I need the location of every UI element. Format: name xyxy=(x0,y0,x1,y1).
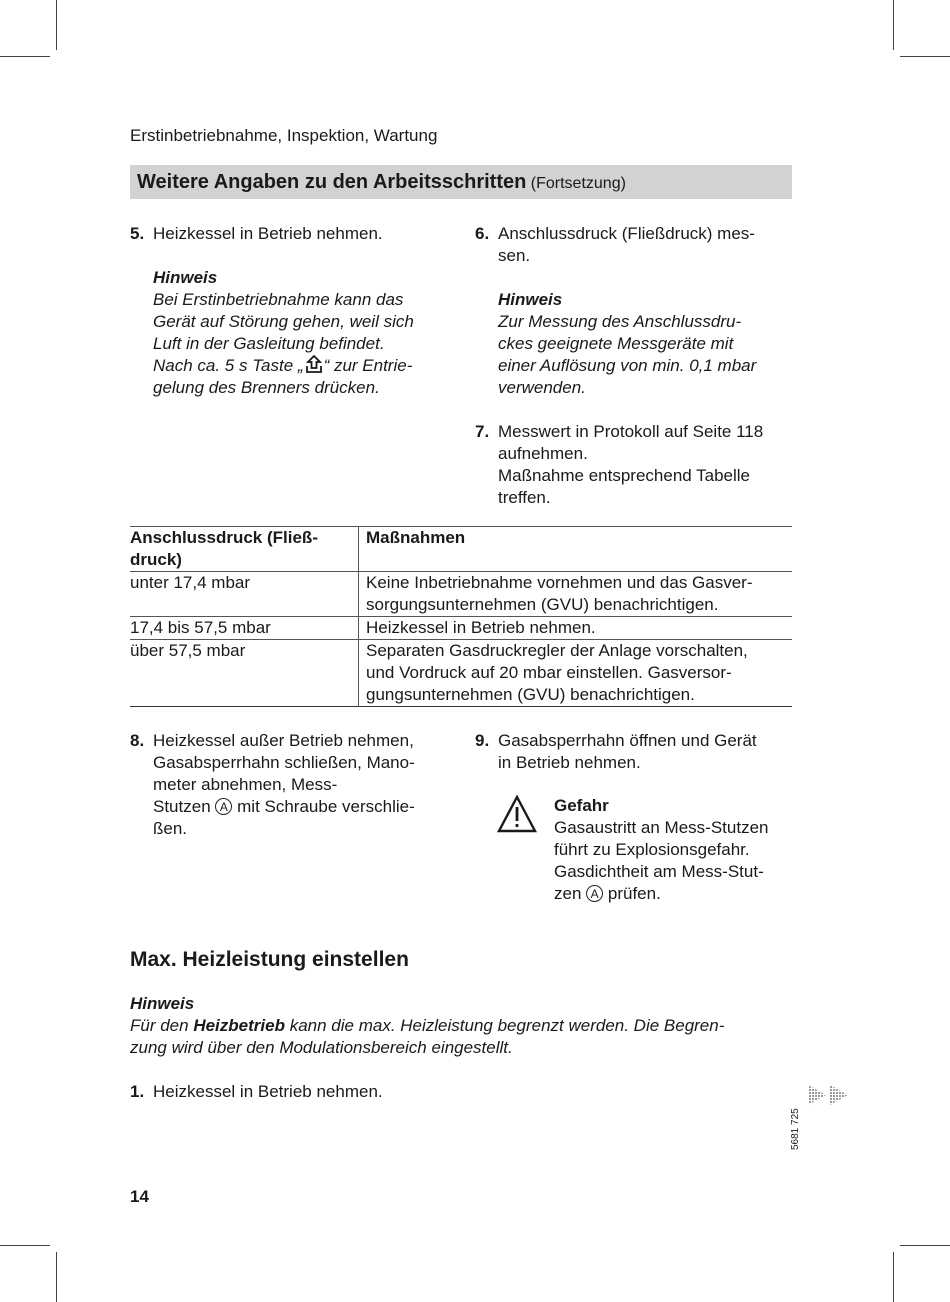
reset-key-icon xyxy=(304,355,324,373)
note-line: Bei Erstinbetriebnahme kann das xyxy=(153,290,404,309)
table-row xyxy=(130,640,792,707)
danger-block xyxy=(554,795,794,905)
note-line: einer Auflösung von min. 0,1 mbar xyxy=(498,356,757,375)
page-number: 14 xyxy=(130,1187,149,1206)
note-line: zung wird über den Modulationsbereich eingestellt. xyxy=(130,1038,513,1057)
section-title: Weitere Angaben zu den Arbeitsschritten xyxy=(137,171,527,193)
step-line: Heizkessel außer Betrieb nehmen, xyxy=(153,731,414,750)
note-line: gelung des Brenners drücken. xyxy=(153,378,380,397)
max-note xyxy=(130,993,795,1059)
section-header xyxy=(130,165,792,199)
note-line: Zur Messung des Anschlussdru- xyxy=(498,312,742,331)
step-body xyxy=(498,421,763,509)
crop-mark xyxy=(893,0,894,50)
step-body xyxy=(153,1081,383,1103)
continue-arrows-icon xyxy=(806,1083,852,1107)
note-line: ckes geeignete Messgeräte mit xyxy=(498,334,734,353)
step-number: 7. xyxy=(475,422,490,441)
section-heading: Max. Heizleistung einstellen xyxy=(130,948,409,971)
step-number: 8. xyxy=(130,731,145,750)
table-row xyxy=(130,617,792,640)
note-line: Für den Heizbetrieb kann die max. Heizleistung begrenzt werden. Die Begren- xyxy=(130,1016,725,1035)
step-body xyxy=(498,223,756,399)
crop-mark xyxy=(893,1252,894,1302)
running-head: Erstinbetriebnahme, Inspektion, Wartung xyxy=(130,126,438,145)
note-title: Hinweis xyxy=(498,290,563,309)
step-line: in Betrieb nehmen. xyxy=(498,753,641,772)
table-header-row xyxy=(130,527,792,572)
document-number: 5681 725 xyxy=(790,1108,801,1150)
step-text: Heizkessel in Betrieb nehmen. xyxy=(153,224,383,243)
step-number: 1. xyxy=(130,1082,145,1101)
crop-mark xyxy=(900,56,950,57)
danger-line: Gasaustritt an Mess-Stutzen xyxy=(554,818,769,837)
pressure-cell: 17,4 bis 57,5 mbar xyxy=(130,618,271,637)
table-row xyxy=(130,572,792,617)
step-line: Stutzen A mit Schraube verschlie- xyxy=(153,797,415,816)
pressure-table xyxy=(130,526,792,707)
crop-mark xyxy=(900,1245,950,1246)
action-cell: Separaten Gasdruckregler der Anlage vorschalten, und Vordruck auf 20 mbar einstellen. Gasversor- gungsunternehmen (GVU) benachrichtigen. xyxy=(359,640,793,707)
danger-line: Gasdichtheit am Mess-Stut- xyxy=(554,862,764,881)
crop-mark xyxy=(0,1245,50,1246)
step-body xyxy=(153,223,414,399)
note-title: Hinweis xyxy=(130,994,195,1013)
step-line: Gasabsperrhahn schließen, Mano- xyxy=(153,753,415,772)
pressure-cell: unter 17,4 mbar xyxy=(130,573,251,592)
section-subtitle: (Fortsetzung) xyxy=(530,175,626,192)
step-line: aufnehmen. xyxy=(498,444,588,463)
step-line: Gasabsperrhahn öffnen und Gerät xyxy=(498,731,757,750)
danger-line: zen A prüfen. xyxy=(554,884,661,903)
note-line: Nach ca. 5 s Taste „ “ zur Entrie- xyxy=(153,356,413,375)
step-line: Anschlussdruck (Fließdruck) mes- xyxy=(498,224,755,243)
action-cell: Heizkessel in Betrieb nehmen. xyxy=(359,617,793,640)
step-text: Heizkessel in Betrieb nehmen. xyxy=(153,1082,383,1101)
step-line: sen. xyxy=(498,246,531,265)
warning-triangle-icon xyxy=(497,795,537,833)
step-line: treffen. xyxy=(498,488,551,507)
step-number: 6. xyxy=(475,224,490,243)
callout-marker: A xyxy=(586,885,603,902)
step-number: 9. xyxy=(475,731,490,750)
crop-mark xyxy=(56,1252,57,1302)
step-line: meter abnehmen, Mess- xyxy=(153,775,338,794)
step-line: Maßnahme entsprechend Tabelle xyxy=(498,466,751,485)
note-title: Hinweis xyxy=(153,268,218,287)
crop-mark xyxy=(56,0,57,50)
step-number: 5. xyxy=(130,224,145,243)
note-line: Gerät auf Störung gehen, weil sich xyxy=(153,312,414,331)
danger-line: führt zu Explosionsgefahr. xyxy=(554,840,750,859)
step-line: Messwert in Protokoll auf Seite 118 xyxy=(498,422,764,441)
danger-title: Gefahr xyxy=(554,796,609,815)
column-header-pressure: Anschlussdruck (Fließ- druck) xyxy=(130,528,318,569)
callout-marker: A xyxy=(215,798,232,815)
note-line: verwenden. xyxy=(498,378,586,397)
column-header-actions: Maßnahmen xyxy=(359,527,793,572)
note-line: Luft in der Gasleitung befindet. xyxy=(153,334,385,353)
step-line: ßen. xyxy=(153,819,188,838)
crop-mark xyxy=(0,56,50,57)
pressure-cell: über 57,5 mbar xyxy=(130,641,246,660)
step-body xyxy=(498,730,757,774)
action-cell: Keine Inbetriebnahme vornehmen und das Gasver- sorgungsunternehmen (GVU) benachrichtigen. xyxy=(359,572,793,617)
step-body xyxy=(153,730,415,840)
